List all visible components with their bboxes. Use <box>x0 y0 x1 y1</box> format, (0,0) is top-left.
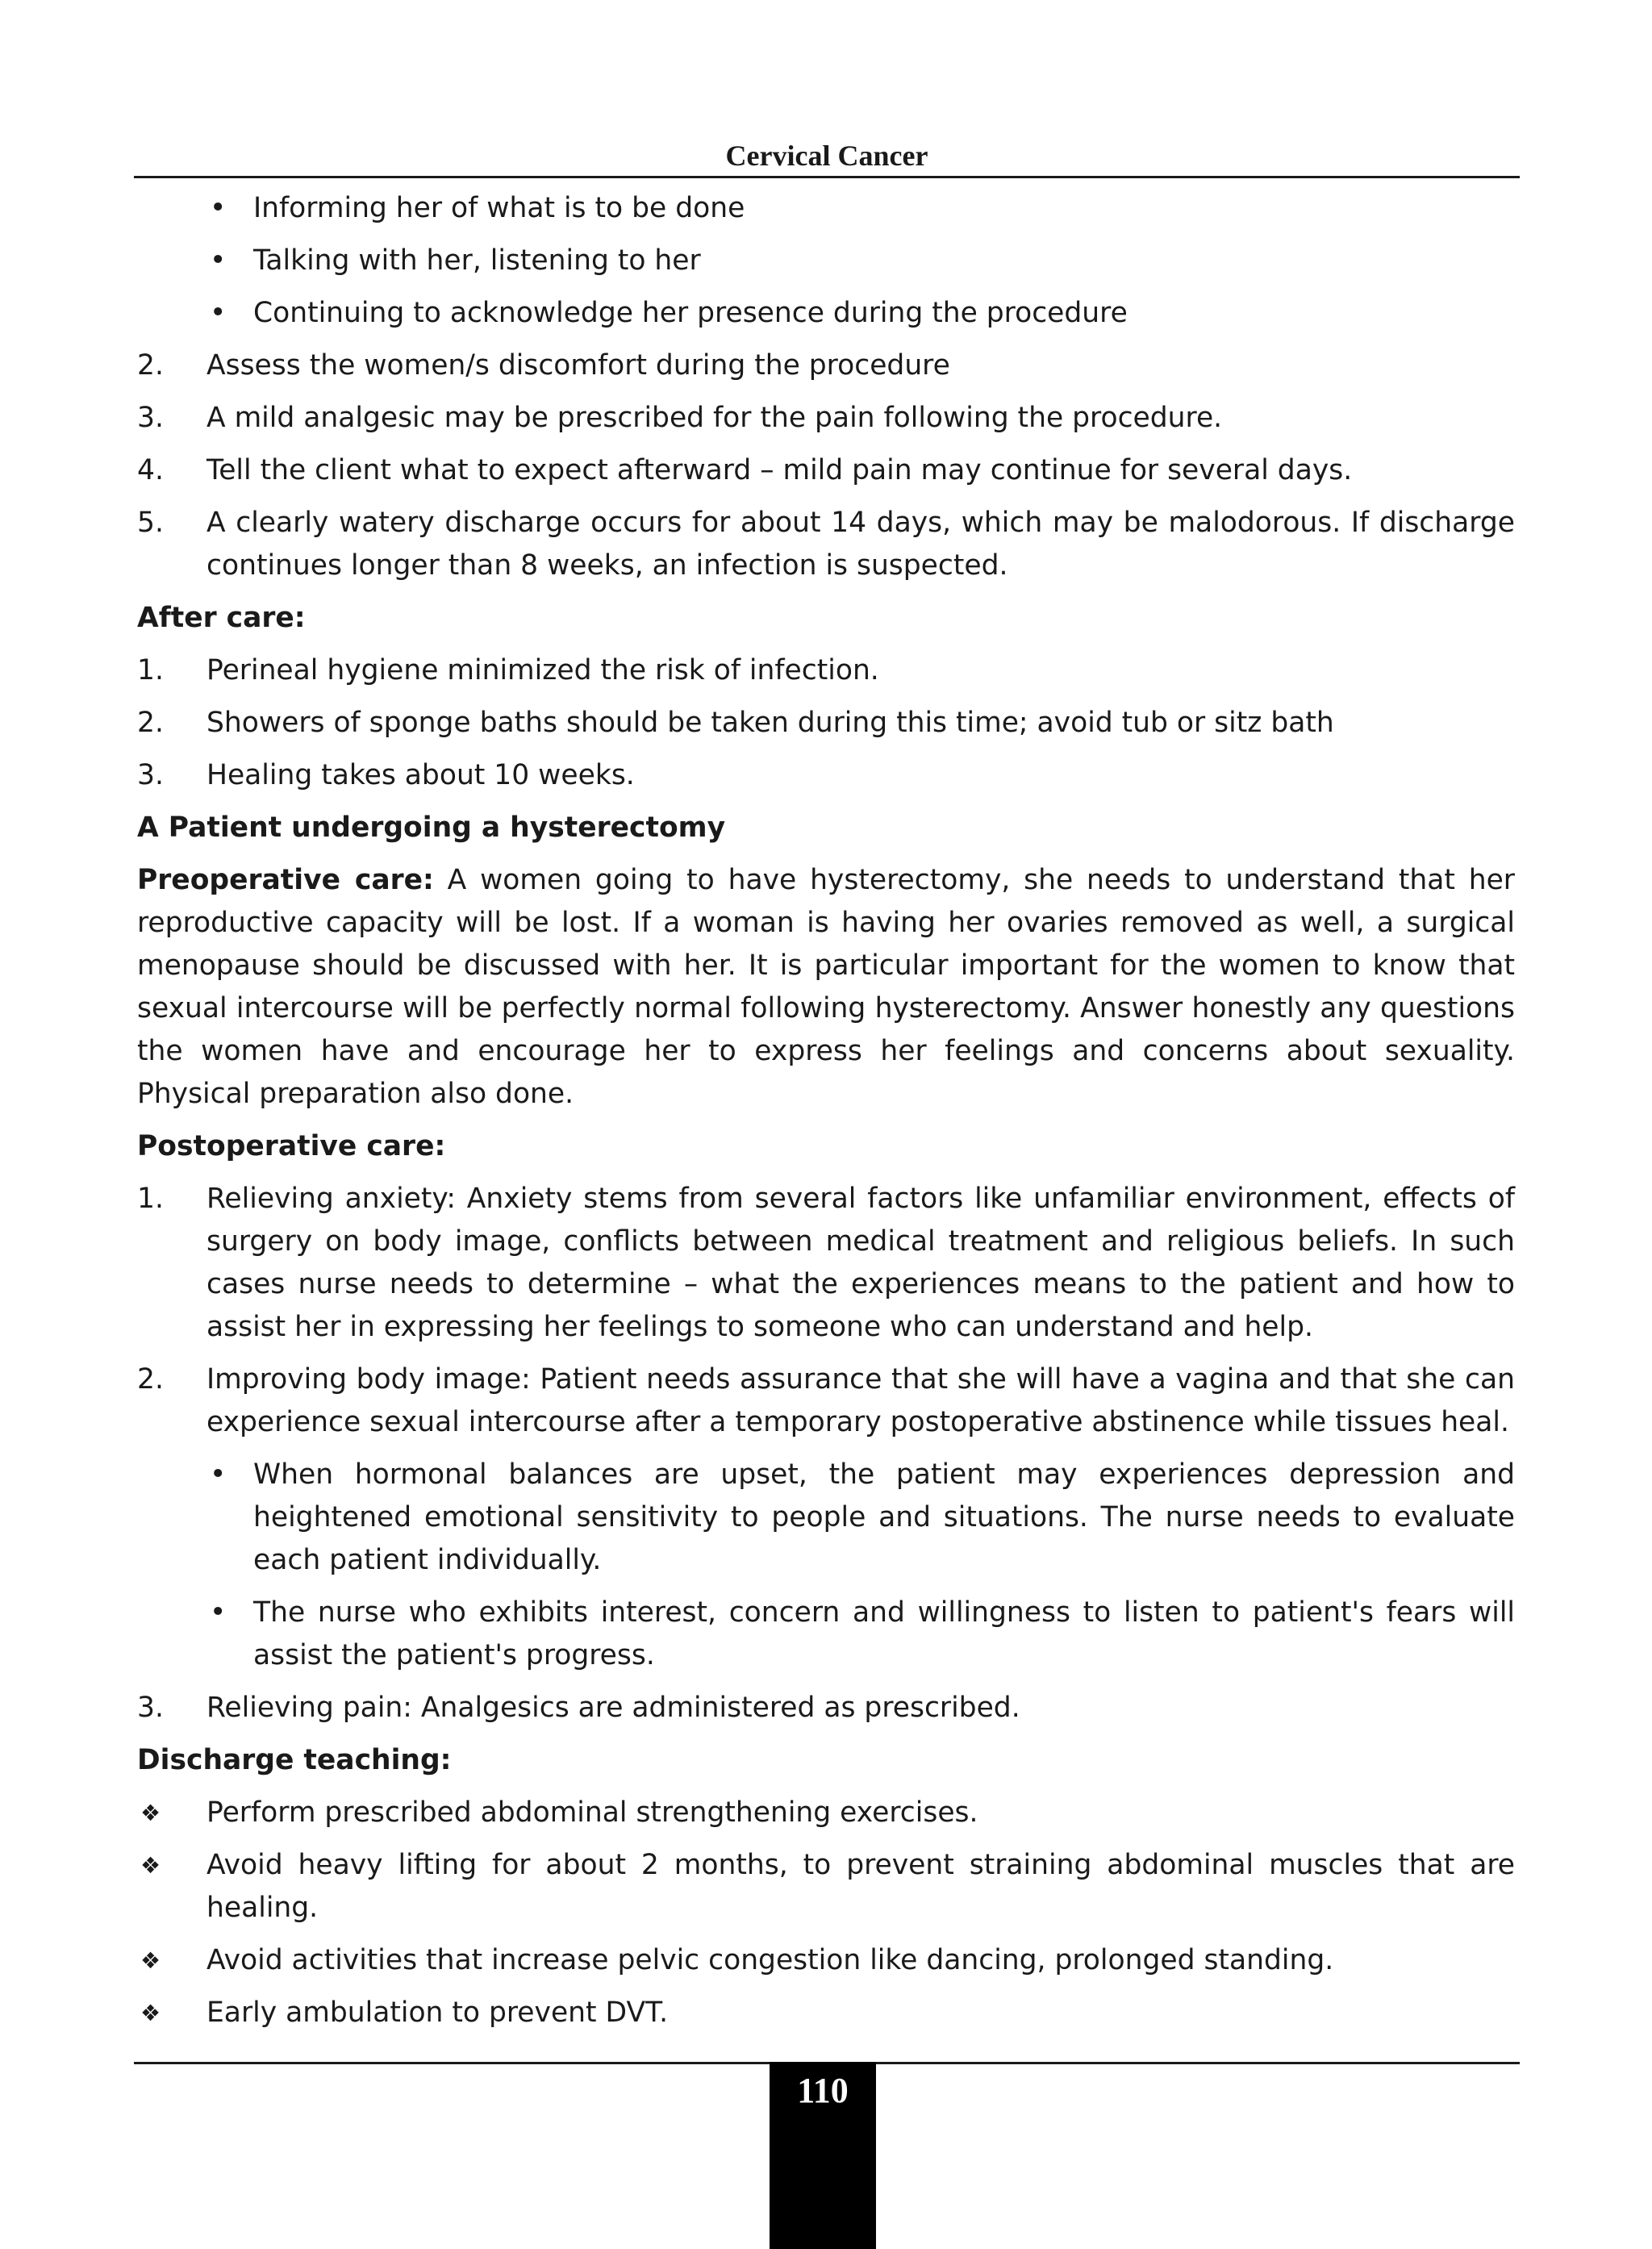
list-item <box>206 1454 1515 1582</box>
list-item-text: Continuing to acknowledge her presence during the procedure <box>253 297 1128 329</box>
running-header: Cervical Cancer <box>725 140 928 172</box>
list-item <box>137 754 1515 797</box>
diamond-bullet-icon: ❖ <box>140 1800 161 1826</box>
list-item <box>137 449 1515 492</box>
list-item <box>137 1358 1515 1444</box>
list-item <box>137 344 1515 387</box>
list-item <box>137 397 1515 440</box>
list-item-text: Improving body image: Patient needs assurance that she will have a vagina and that she can experience sexual intercourse after a temporary postoperative abstinence while tissues heal. <box>206 1363 1515 1438</box>
list-item-text: Relieving anxiety: Anxiety stems from several factors like unfamiliar environment, effects of surgery on body image, conflicts between medical treatment and religious beliefs. In such cases nurse needs to determine – what the experiences means to the patient and how to assist her in expressing her feelings to someone who can understand and help. <box>206 1183 1515 1343</box>
list-item-text: Showers of sponge baths should be taken during this time; avoid tub or sitz bath <box>206 707 1334 739</box>
list-item-text: Avoid activities that increase pelvic congestion like dancing, prolonged standing. <box>206 1944 1334 1976</box>
list-item-text: Early ambulation to prevent DVT. <box>206 1997 669 2029</box>
bullet-icon: • <box>210 1596 227 1629</box>
list-item <box>137 1844 1515 1930</box>
list-item <box>137 1792 1515 1834</box>
list-item-text: Avoid heavy lifting for about 2 months, to prevent straining abdominal muscles that are healing. <box>206 1849 1515 1924</box>
bullet-icon: • <box>210 1458 227 1491</box>
bullet-icon: • <box>210 192 227 224</box>
list-number: 2. <box>137 1363 164 1396</box>
list-item-text: Perform prescribed abdominal strengthening exercises. <box>206 1796 978 1829</box>
list-item-text: Talking with her, listening to her <box>253 244 701 277</box>
list-item <box>206 1592 1515 1677</box>
list-item <box>206 292 1515 335</box>
list-item-text: A clearly watery discharge occurs for about 14 days, which may be malodorous. If discharge continues longer than 8 weeks, an infection is suspected. <box>206 507 1515 582</box>
header-rule <box>134 176 1520 178</box>
preoperative-label: Preoperative care: <box>137 864 434 896</box>
bullet-icon: • <box>210 244 227 277</box>
list-item-text: Assess the women/s discomfort during the procedure <box>206 349 950 382</box>
list-item-text: Relieving pain: Analgesics are administered as prescribed. <box>206 1692 1020 1724</box>
list-item <box>137 1939 1515 1982</box>
section-heading-postoperative: Postoperative care: <box>137 1130 446 1162</box>
list-item-text: A mild analgesic may be prescribed for the pain following the procedure. <box>206 402 1223 434</box>
diamond-bullet-icon: ❖ <box>140 1852 161 1879</box>
page-body <box>137 187 1515 2044</box>
preoperative-text: A women going to have hysterectomy, she needs to understand that her reproductive capacity will be lost. If a woman is having her ovaries removed as well, a surgical menopause should be discussed with her. It is particular important for the women to know that sexual intercourse will be perfectly normal following hysterectomy. Answer honestly any questions the women have and encourage her to express her feelings and concerns about sexuality. Physical preparation also done. <box>137 864 1515 1110</box>
list-item-text: Informing her of what is to be done <box>253 192 745 224</box>
list-number: 2. <box>137 349 164 382</box>
list-number: 3. <box>137 759 164 791</box>
diamond-bullet-icon: ❖ <box>140 2000 161 2026</box>
list-item-text: The nurse who exhibits interest, concern and willingness to listen to patient's fears will assist the patient's progress. <box>253 1596 1515 1671</box>
preoperative-paragraph <box>137 859 1515 1116</box>
list-number: 3. <box>137 1692 164 1724</box>
section-heading-hysterectomy: A Patient undergoing a hysterectomy <box>137 812 726 844</box>
list-number: 2. <box>137 707 164 739</box>
list-number: 3. <box>137 402 164 434</box>
diamond-bullet-icon: ❖ <box>140 1947 161 1974</box>
list-item <box>137 1687 1515 1730</box>
list-item-text: Perineal hygiene minimized the risk of infection. <box>206 654 879 686</box>
list-item <box>206 187 1515 230</box>
list-number: 1. <box>137 1183 164 1215</box>
list-item-text: Healing takes about 10 weeks. <box>206 759 635 791</box>
section-heading-discharge: Discharge teaching: <box>137 1744 452 1776</box>
list-item <box>137 1178 1515 1349</box>
list-item <box>137 1992 1515 2034</box>
bullet-icon: • <box>210 297 227 329</box>
page-number: 110 <box>797 2071 849 2110</box>
list-item <box>137 502 1515 587</box>
section-heading-after-care: After care: <box>137 602 306 634</box>
list-item <box>137 702 1515 745</box>
list-item <box>206 240 1515 282</box>
list-number: 4. <box>137 454 164 486</box>
list-item-text: When hormonal balances are upset, the patient may experiences depression and heightened emotional sensitivity to people and situations. The nurse needs to evaluate each patient individually. <box>253 1458 1515 1576</box>
list-item <box>137 649 1515 692</box>
list-number: 5. <box>137 507 164 539</box>
list-number: 1. <box>137 654 164 686</box>
list-item-text: Tell the client what to expect afterward – mild pain may continue for several days. <box>206 454 1353 486</box>
